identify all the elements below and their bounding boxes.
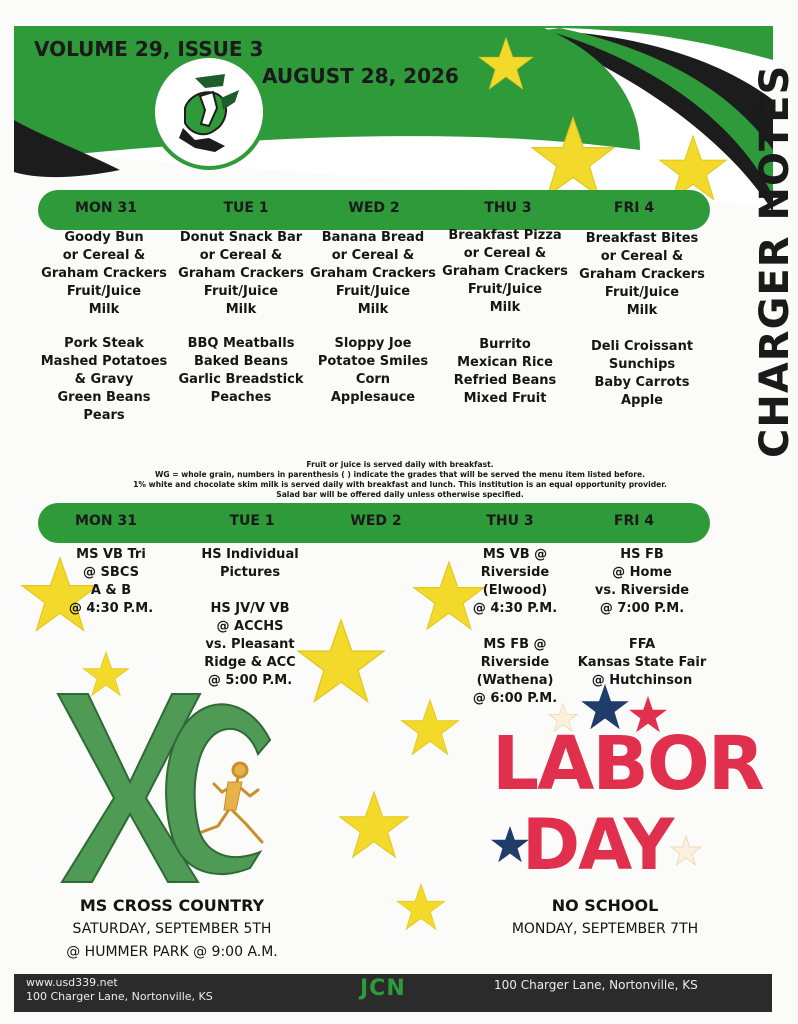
event-line: @ 7:00 P.M. [599,601,685,616]
menu-item: Apple [621,393,663,408]
menu-item: Graham Crackers [178,266,304,281]
lunch-mon [36,335,172,425]
event-line: vs. Riverside [594,583,690,598]
no-school-date: MONDAY, SEPTEMBER 7TH [511,921,699,937]
star-icon [478,38,534,94]
menu-item: Milk [88,302,120,317]
event-line: FFA [628,637,656,652]
xc-date: SATURDAY, SEPTEMBER 5TH [72,921,272,937]
menu-item: Milk [626,303,658,318]
menu-item: Corn [355,372,391,387]
event-line: HS JV/V VB [210,601,290,616]
menu-item: Potatoe Smiles [317,354,429,369]
menu-day-fri: FRI 4 [613,200,655,216]
event-line: MS FB @ [483,637,547,652]
menu-item: Pork Steak [64,336,144,351]
menu-item: Milk [225,302,257,317]
jcn-logo: JCN [360,976,406,1001]
event-line: @ 6:00 P.M. [472,691,558,706]
menu-item: Pears [83,408,125,423]
menu-day-wed: WED 2 [348,200,400,216]
event-line: Kansas State Fair [577,655,707,670]
menu-day-mon: MON 31 [75,200,137,216]
menu-item: Baby Carrots [594,375,690,390]
menu-item: Breakfast Bites [585,231,699,246]
labor-day-line1: LABOR [492,721,763,807]
menu-item: & Gravy [74,372,134,387]
menu-item: Deli Croissant [590,339,694,354]
menu-item: Baked Beans [193,354,289,369]
menu-item: or Cereal & [331,248,415,263]
xc-title: MS CROSS COUNTRY [79,896,265,915]
footer-address-left: 100 Charger Lane, Nortonville, KS [26,990,213,1003]
menu-item: Milk [489,300,521,315]
events-day-wed: WED 2 [350,513,402,529]
event-line: MS VB @ [482,547,548,562]
menu-item: or Cereal & [600,249,684,264]
menu-item: Refried Beans [453,373,557,388]
event-line: @ ACCHS [216,619,284,634]
event-line: HS FB [620,547,664,562]
menu-item: Breakfast Pizza [448,228,562,243]
event-line: @ 5:00 P.M. [207,673,293,688]
event-mon [56,546,166,618]
charger-knight-logo [165,68,255,158]
note-line: 1% white and chocolate skim milk is served daily with breakfast and lunch. This institution is an equal opportunity provider. [133,480,667,489]
event-line: @ SBCS [83,565,139,580]
event-line: Ridge & ACC [204,655,296,670]
star-icon [338,792,410,864]
events-day-tue: TUE 1 [229,513,275,529]
menu-item: Fruit/Juice [203,284,279,299]
event-thu-volleyball [460,546,570,618]
menu-item: Fruit/Juice [66,284,142,299]
menu-item: Graham Crackers [41,266,167,281]
footer-address-right: 100 Charger Lane, Nortonville, KS [494,978,698,992]
menu-item: Graham Crackers [310,266,436,281]
events-day-thu: THU 3 [486,513,534,529]
menu-day-thu: THU 3 [484,200,532,216]
event-fri-football [576,546,708,618]
menu-item: Milk [357,302,389,317]
menu-item: Donut Snack Bar [179,230,303,245]
menu-item: BBQ Meatballs [187,336,295,351]
event-line: @ Home [612,565,672,580]
menu-item: Mixed Fruit [463,391,547,406]
event-line: (Elwood) [482,583,548,598]
menu-item: Fruit/Juice [335,284,411,299]
event-line: @ 4:30 P.M. [68,601,154,616]
menu-item: Peaches [210,390,272,405]
event-line: vs. Pleasant [205,637,295,652]
event-line: @ 4:30 P.M. [472,601,558,616]
menu-item: Burrito [479,337,531,352]
star-outline-icon [670,836,702,868]
menu-item: Goody Bun [64,230,144,245]
xc-location: @ HUMMER PARK @ 9:00 A.M. [66,944,278,960]
xc-runner-art [50,686,290,896]
menu-item: or Cereal & [463,246,547,261]
star-icon [400,700,460,760]
note-line: WG = whole grain, numbers in parenthesis ( ) indicate the grades that will be served the menu item listed before. [154,470,646,479]
footer-website[interactable]: www.usd339.net [26,976,118,989]
menu-item: Graham Crackers [442,264,568,279]
lunch-fri [574,338,710,410]
no-school-title: NO SCHOOL [551,896,659,915]
labor-day-line2: DAY [522,804,673,886]
menu-item: Fruit/Juice [604,285,680,300]
breakfast-mon [36,229,172,319]
lunch-wed [305,335,441,407]
event-line: A & B [90,583,132,598]
menu-item: or Cereal & [62,248,146,263]
menu-item: Green Beans [57,390,151,405]
event-tue-volleyball [190,600,310,690]
note-line: Salad bar will be offered daily unless otherwise specified. [276,490,524,499]
menu-item: Applesauce [330,390,416,405]
event-line: Riverside [480,565,550,580]
event-line: Riverside [480,655,550,670]
events-day-mon: MON 31 [75,513,137,529]
star-icon [396,884,446,934]
menu-item: Garlic Breadstick [178,372,304,387]
event-line: @ Hutchinson [591,673,693,688]
event-tue-pictures [190,546,310,582]
menu-item: Banana Bread [321,230,425,245]
event-line: MS VB Tri [76,547,146,562]
menu-item: Mashed Potatoes [40,354,168,369]
menu-item: Graham Crackers [579,267,705,282]
event-fri-ffa [576,636,708,690]
menu-item: Fruit/Juice [467,282,543,297]
menu-day-tue: TUE 1 [223,200,269,216]
event-line: Pictures [219,565,281,580]
event-line: (Wathena) [476,673,554,688]
lunch-thu [437,336,573,408]
lunch-tue [173,335,309,407]
menu-item: Sunchips [608,357,676,372]
breakfast-thu [437,227,573,317]
issue-date: AUGUST 28, 2026 [262,64,459,88]
breakfast-tue [173,229,309,319]
event-line: HS Individual [201,547,299,562]
note-line: Fruit or juice is served daily with breakfast. [306,460,494,469]
menu-item: Sloppy Joe [334,336,412,351]
menu-item: or Cereal & [199,248,283,263]
menu-notes [80,460,720,500]
breakfast-fri [574,230,710,320]
breakfast-wed [305,229,441,319]
charger-notes-title: CHARGER NOTES [752,64,798,458]
menu-item: Mexican Rice [457,355,553,370]
event-thu-football [460,636,570,708]
volume-label: VOLUME 29, ISSUE 3 [34,37,264,61]
events-day-fri: FRI 4 [613,513,655,529]
